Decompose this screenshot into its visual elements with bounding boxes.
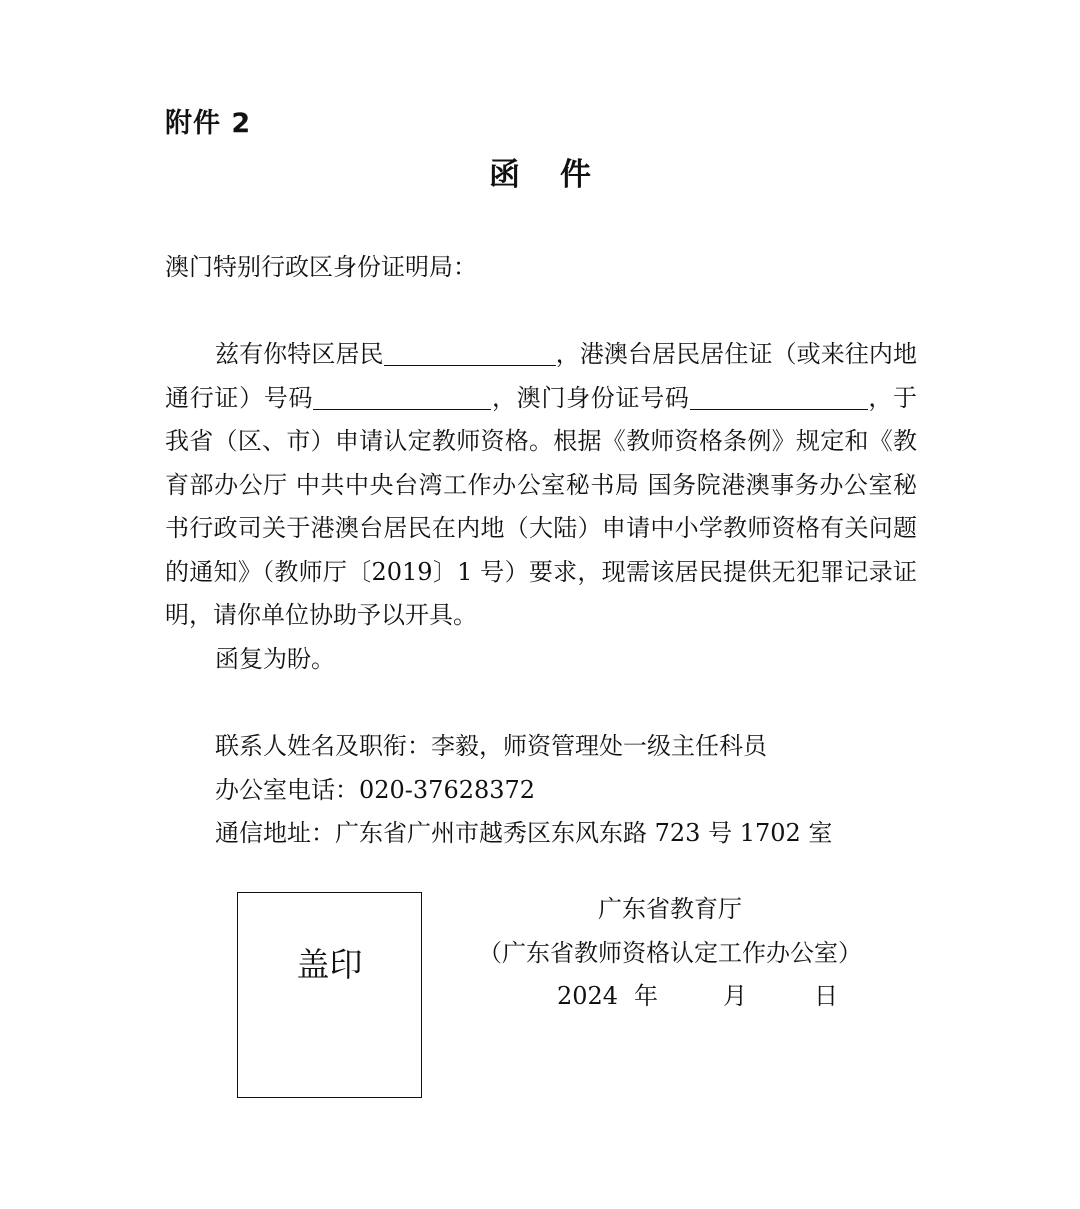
body-text-4: ，于我省（区、市）申请认定教师资格。根据《教师资格条例》规定和《教育部办公厅 中共中央台湾工作办公室秘书局 国务院港澳事务办公室秘书行政司关于港澳台居民在内地（大陆）申请中小学教师资格有关问题的通知》（教师厅〔2019〕1 号）要求，现需该居民提供无犯罪记录证明，请你单位协助予以开具。	[165, 383, 918, 629]
letter-body	[165, 333, 917, 681]
recipient-line: 澳门特别行政区身份证明局：	[165, 253, 477, 281]
signature-org: 广东省教育厅	[598, 895, 742, 923]
seal-box	[237, 892, 422, 1098]
contact-address: 通信地址：广东省广州市越秀区东风东路 723 号 1702 室	[215, 819, 833, 847]
body-paragraph-1	[165, 333, 917, 638]
page-title: 函件	[489, 157, 631, 193]
attachment-label: 附件 2	[165, 108, 252, 139]
contact-info	[215, 725, 832, 856]
signature-block	[420, 888, 920, 975]
date-year: 2024	[557, 982, 619, 1010]
body-text-3: ，澳门身份证号码	[491, 383, 690, 412]
seal-label: 盖印	[296, 945, 363, 984]
date-month-label: 月	[723, 982, 747, 1010]
date-year-label: 年	[634, 982, 658, 1010]
macau-id-blank	[690, 385, 868, 410]
resident-name-blank	[384, 341, 556, 366]
body-text-2: ，港澳台居民居住证（或来往内地通行证）号码	[165, 340, 918, 412]
permit-number-blank	[313, 385, 491, 410]
contact-person: 联系人姓名及职衔：李毅，师资管理处一级主任科员	[215, 732, 767, 760]
contact-phone: 办公室电话：020-37628372	[215, 775, 536, 804]
date-day-label: 日	[814, 982, 838, 1010]
signature-sub-org: （广东省教师资格认定工作办公室）	[478, 938, 862, 967]
body-paragraph-2: 函复为盼。	[215, 644, 335, 673]
body-text-1: 兹有你特区居民	[215, 340, 384, 368]
